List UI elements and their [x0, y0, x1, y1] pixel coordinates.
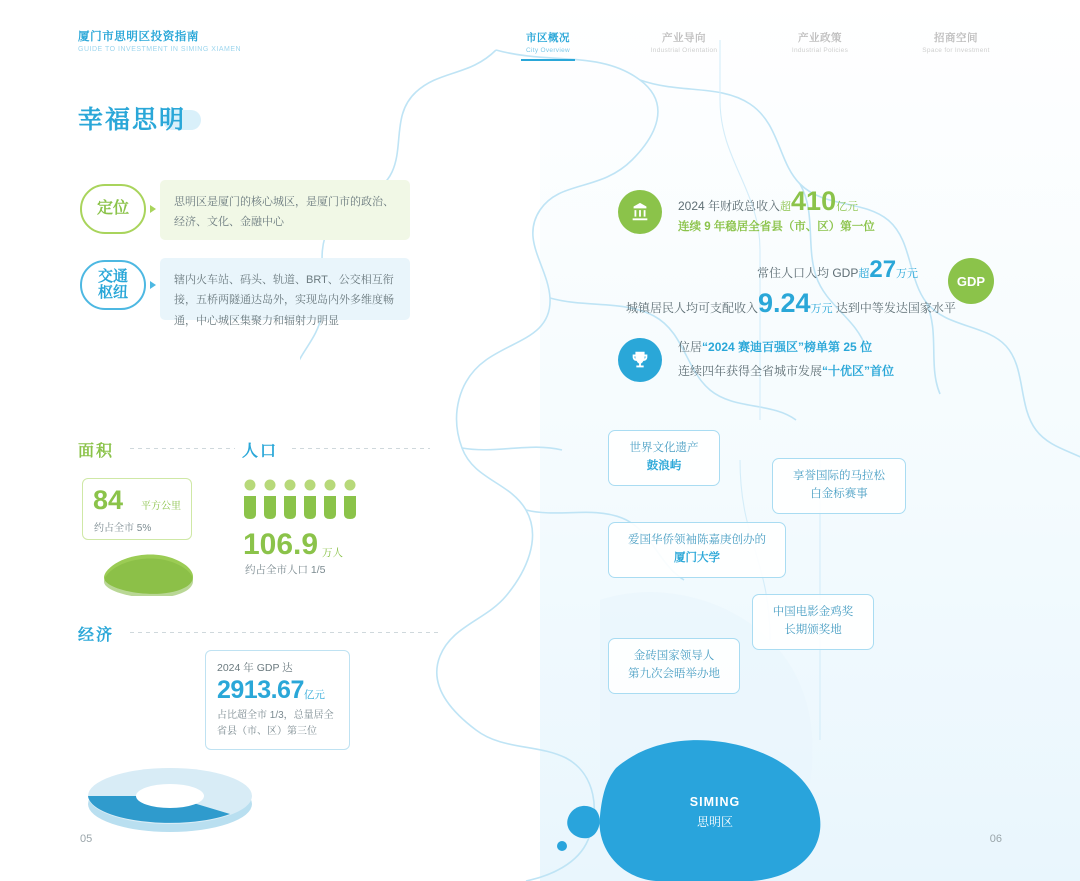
gdp-donut-chart	[70, 742, 270, 838]
gdp-percapita-line1	[757, 256, 918, 284]
badge-hub-label-line2: 枢纽	[97, 284, 128, 301]
badge-positioning-label: 定位	[96, 200, 129, 218]
nav-item-space-for-investment[interactable]	[910, 30, 1002, 61]
population-sub: 约占全市人口 1/5	[245, 564, 326, 576]
divider-population	[292, 448, 430, 449]
divider-economy	[130, 632, 440, 633]
finance-line1-pre: 2024 年财政总收入	[678, 199, 781, 213]
population-unit: 万人	[322, 547, 343, 559]
finance-line2: 连续 9 年稳居全省县（市、区）第一位	[678, 221, 875, 233]
card-transport-hub	[160, 258, 410, 327]
map-label-cn: 思明区	[696, 815, 733, 829]
ranking-line2	[678, 362, 894, 379]
nav-label-en: Industrial Policies	[791, 47, 849, 54]
ranking-line1-strong: “2024 赛迪百强区”	[702, 340, 805, 354]
disposable-income-unit: 万元	[810, 303, 833, 315]
section-heading-economy	[78, 622, 114, 645]
gdp-badge: GDP	[948, 258, 994, 304]
card-gdp	[205, 650, 350, 750]
tag-xiamen-university	[608, 522, 786, 578]
page-header	[0, 0, 1080, 62]
tag-line1: 中国电影金鸡奖	[772, 606, 854, 618]
tag-brics-summit	[608, 638, 740, 694]
gdp-percapita-unit: 万元	[896, 268, 919, 280]
ranking-line2-post: 首位	[870, 364, 895, 378]
brand-title-cn: 厦门市思明区投资指南	[78, 31, 199, 43]
nav-label-en: Industrial Orientation	[650, 47, 718, 54]
tag-line2: 厦门大学	[674, 551, 720, 564]
finance-line1-num: 410	[791, 186, 837, 216]
area-sub: 约占全市 5%	[94, 523, 152, 534]
brand-title-en: GUIDE TO INVESTMENT IN SIMING XIAMEN	[78, 46, 242, 53]
gdp-sub: 占比超全市 1/3，总量居全省县（市、区）第三位	[217, 710, 334, 737]
tag-line1: 爱国华侨领袖陈嘉庚创办的	[628, 534, 766, 546]
disposable-income-pre: 城镇居民人均可支配收入	[626, 301, 759, 315]
island-shape-icon	[88, 548, 206, 596]
nav-item-city-overview[interactable]	[502, 30, 594, 61]
section-heading-population	[242, 438, 278, 461]
trophy-icon	[618, 338, 662, 382]
section-heading-economy-label: 经济	[78, 627, 115, 644]
finance-line1-unit: 亿元	[836, 201, 859, 213]
tag-marathon	[772, 458, 906, 514]
tag-line2: 鼓浪屿	[646, 459, 682, 472]
area-value: 84	[93, 485, 124, 515]
gdp-percapita-line1-pre: 常住人口人均 GDP	[757, 266, 859, 280]
gdp-percapita-num: 27	[869, 256, 897, 283]
badge-positioning	[80, 184, 146, 234]
tag-line1: 世界文化遗产	[629, 442, 699, 454]
tag-golden-rooster-award	[752, 594, 874, 650]
brand	[78, 28, 241, 53]
page-number-left: 05	[80, 833, 93, 845]
ranking-line1-pre: 位居	[678, 340, 703, 354]
page-title: 幸福思明	[78, 106, 187, 134]
badge-transport-hub	[80, 260, 146, 310]
nav-label-cn: 招商空间	[934, 32, 978, 44]
arrow-hub-icon	[150, 281, 156, 289]
nav-item-industrial-orientation[interactable]	[638, 30, 730, 61]
area-unit: 平方公里	[141, 501, 181, 512]
tag-line1: 享誉国际的马拉松	[793, 470, 885, 482]
card-hub-text: 辖内火车站、码头、轨道、BRT、公交相互衔接，五桥两隧通达岛外，实现岛内外多维度畅通，中心城区集聚力和辐射力明显	[174, 274, 394, 327]
page-number-right: 06	[989, 833, 1002, 845]
nav-item-industrial-policies[interactable]	[774, 30, 866, 61]
ranking-line1	[678, 338, 872, 355]
gdp-unit: 亿元	[303, 689, 325, 701]
page-title-block	[78, 100, 186, 136]
nav-label-en: Space for Investment	[922, 47, 990, 54]
divider-area	[130, 448, 235, 449]
population-people-icon	[242, 478, 368, 522]
disposable-income-num: 9.24	[758, 288, 811, 318]
tag-line2: 白金标赛事	[810, 487, 868, 500]
nav-label-cn: 产业导向	[662, 32, 706, 44]
section-heading-population-label: 人口	[242, 443, 279, 460]
tag-world-heritage	[608, 430, 720, 486]
gdp-percapita-chao: 超	[858, 268, 870, 280]
nav-label-cn: 产业政策	[798, 32, 842, 44]
badge-hub-label-line1: 交通	[97, 267, 128, 285]
ranking-line2-strong: “十优区”	[822, 364, 871, 378]
ranking-line2-pre: 连续四年获得全省城市发展	[678, 364, 823, 378]
gdp-value: 2913.67	[217, 676, 304, 704]
ranking-line1-post: 榜单第 25 位	[804, 340, 873, 354]
tag-line1: 金砖国家领导人	[633, 650, 715, 662]
section-heading-area-label: 面积	[78, 443, 115, 460]
finance-icon	[618, 190, 662, 234]
card-positioning	[160, 180, 410, 240]
arrow-positioning-icon	[150, 205, 156, 213]
finance-line1	[678, 186, 858, 217]
nav-label-en: City Overview	[526, 47, 570, 54]
gdp-percapita-line2	[626, 288, 956, 319]
card-area	[82, 478, 192, 540]
finance-line1-chao: 超	[780, 201, 792, 213]
gdp-line1: 2024 年 GDP 达	[217, 662, 293, 674]
card-positioning-text: 思明区是厦门的核心城区，是厦门市的政治、经济、文化、金融中心	[174, 196, 394, 229]
tag-line2: 长期颁奖地	[784, 623, 842, 636]
trophy-glyph-icon	[629, 349, 651, 371]
finance-glyph-icon	[629, 201, 651, 223]
tag-line2: 第九次会晤举办地	[628, 667, 720, 680]
main-nav	[502, 30, 1002, 61]
nav-label-cn: 市区概况	[526, 32, 570, 44]
disposable-income-post: 达到中等发达国家水平	[835, 301, 956, 315]
population-value: 106.9	[243, 528, 319, 561]
section-heading-area	[78, 438, 114, 461]
map-label-en: SIMING	[689, 795, 741, 809]
